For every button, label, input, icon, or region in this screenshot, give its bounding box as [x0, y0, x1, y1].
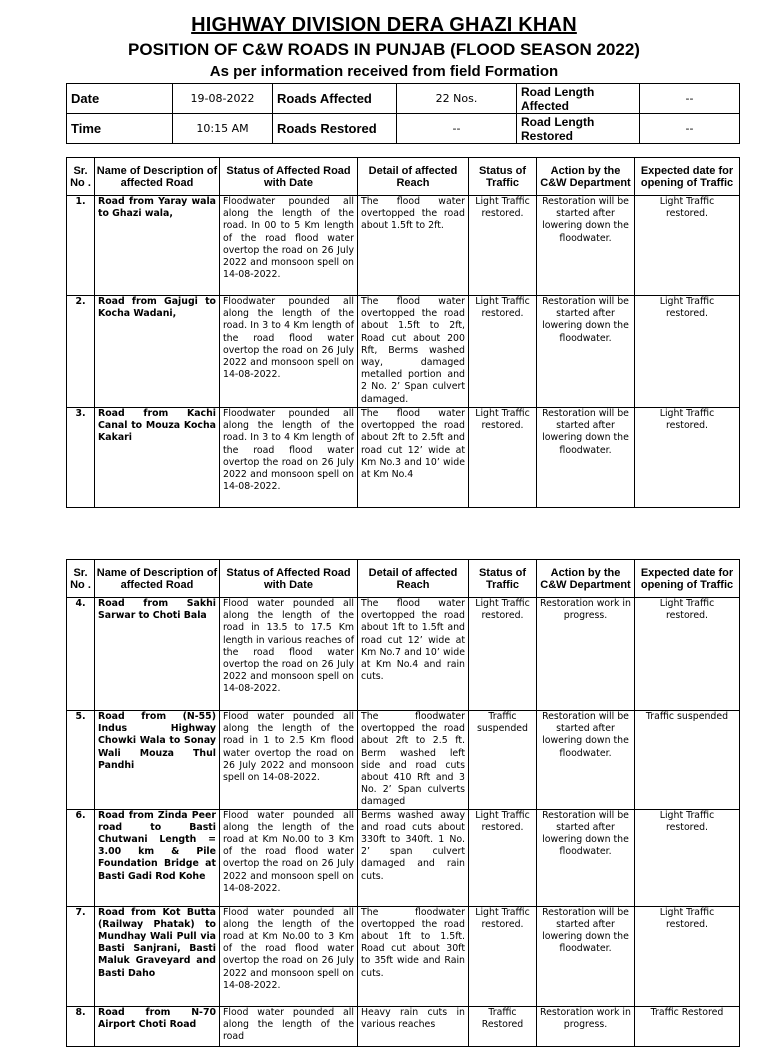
row-cw-action: Restoration will be started after lowering down the floodwater. — [537, 711, 635, 810]
row-road-name: Road from Gajugi to Kocha Wadani, — [95, 296, 220, 408]
row-sr: 8. — [67, 1006, 95, 1046]
row-cw-action: Restoration will be started after lowering down the floodwater. — [537, 296, 635, 408]
roads-restored-label: Roads Restored — [273, 114, 397, 144]
row-cw-action: Restoration work in progress. — [537, 1006, 635, 1046]
row-cw-action: Restoration will be started after lowering down the floodwater. — [537, 906, 635, 1006]
col-traffic-header: Status of Traffic — [469, 560, 537, 598]
row-reach-detail: The flood water overtopped the road about 1ft to 1.5ft and road cut 12’ wide at Km No.7 and 10’ wide at Km No.4 and rain cuts. — [358, 598, 469, 711]
table-row — [67, 598, 740, 711]
row-road-name: Road from Kachi Canal to Mouza Kocha Kakari — [95, 408, 220, 508]
row-cw-action: Restoration will be started after lowering down the floodwater. — [537, 408, 635, 508]
col-detail-header: Detail of affected Reach — [358, 158, 469, 196]
col-date-header: Expected date for opening of Traffic — [635, 158, 740, 196]
table-row — [67, 711, 740, 810]
table-row — [67, 1006, 740, 1046]
row-road-name: Road from Kot Butta (Railway Phatak) to Mundhay Wali Pull via Basti Sanjrani, Basti Maluk Graveyard and Basti Daho — [95, 906, 220, 1006]
roads-affected-label: Roads Affected — [273, 84, 397, 114]
row-road-status: Flood water pounded all along the length of the road in 1 to 2.5 Km flood water overtop the road on 26 July 2022 and monsoon spell on 14-08-2022. — [220, 711, 358, 810]
row-road-status: Floodwater pounded all along the length of the road. In 3 to 4 Km length of the road flood water overtop the road on 26 July 2022 and monsoon spell on 14-08-2022. — [220, 408, 358, 508]
row-expected-date: Light Traffic restored. — [635, 809, 740, 906]
row-expected-date: Light Traffic restored. — [635, 296, 740, 408]
col-name-header: Name of Description of affected Road — [95, 158, 220, 196]
row-road-status: Flood water pounded all along the length of the road — [220, 1006, 358, 1046]
road-length-affected-label: Road Length Affected — [517, 84, 640, 114]
row-traffic-status: Light Traffic restored. — [469, 598, 537, 711]
row-reach-detail: The flood water overtopped the road about 2ft to 2.5ft and road cut 12’ wide at Km No.3 and 10’ wide at Km No.4 — [358, 408, 469, 508]
row-traffic-status: Traffic suspended — [469, 711, 537, 810]
road-length-restored-label: Road Length Restored — [517, 114, 640, 144]
row-road-name: Road from Zinda Peer road to Basti Chutwani Length = 3.00 km & Pile Foundation Bridge at Basti Gadi Rod Kohe — [95, 809, 220, 906]
col-action-header: Action by the C&W Department — [537, 158, 635, 196]
row-road-status: Flood water pounded all along the length of the road at Km No.00 to 3 Km of the road flood water overtop the road on 26 July 2022 and monsoon spell on 14-08-2022. — [220, 809, 358, 906]
row-road-status: Floodwater pounded all along the length of the road. In 3 to 4 Km length of the road flood water overtop the road on 26 July 2022 and monsoon spell on 14-08-2022. — [220, 296, 358, 408]
summary-table — [66, 83, 740, 144]
summary-row-time — [67, 114, 740, 144]
row-road-name: Road from Sakhi Sarwar to Choti Bala — [95, 598, 220, 711]
row-sr: 4. — [67, 598, 95, 711]
col-date-header: Expected date for opening of Traffic — [635, 560, 740, 598]
col-sr-header: Sr. No . — [67, 158, 95, 196]
roads-restored-value: -- — [397, 114, 517, 144]
time-label: Time — [67, 114, 173, 144]
row-road-status: Floodwater pounded all along the length of the road. In 00 to 5 Km length of the road flood water overtop the road on 26 July 2022 and monsoon spell on 14-08-2022. — [220, 196, 358, 296]
row-traffic-status: Light Traffic restored. — [469, 809, 537, 906]
row-traffic-status: Light Traffic restored. — [469, 906, 537, 1006]
header-row — [67, 158, 740, 196]
row-sr: 6. — [67, 809, 95, 906]
col-detail-header: Detail of affected Reach — [358, 560, 469, 598]
row-cw-action: Restoration will be started after lowering down the floodwater. — [537, 809, 635, 906]
roads-affected-value: 22 Nos. — [397, 84, 517, 114]
table-row — [67, 196, 740, 296]
row-sr: 7. — [67, 906, 95, 1006]
row-reach-detail: The flood water overtopped the road about 1.5ft to 2ft. — [358, 196, 469, 296]
table-row — [67, 408, 740, 508]
table-row — [67, 296, 740, 408]
col-status-header: Status of Affected Road with Date — [220, 158, 358, 196]
row-traffic-status: Light Traffic restored. — [469, 408, 537, 508]
col-action-header: Action by the C&W Department — [537, 560, 635, 598]
row-road-name: Road from (N-55) Indus Highway Chowki Wala to Sonay Wali Mouza Thul Pandhi — [95, 711, 220, 810]
row-sr: 1. — [67, 196, 95, 296]
row-expected-date: Light Traffic restored. — [635, 196, 740, 296]
row-road-name: Road from N-70 Airport Choti Road — [95, 1006, 220, 1046]
row-expected-date: Light Traffic restored. — [635, 906, 740, 1006]
row-cw-action: Restoration work in progress. — [537, 598, 635, 711]
row-reach-detail: Berms washed away and road cuts about 330ft to 340ft. 1 No. 2’ span culvert damaged and rain cuts. — [358, 809, 469, 906]
report-subtitle: POSITION OF C&W ROADS IN PUNJAB (FLOOD SEASON 2022) — [128, 40, 640, 59]
row-sr: 2. — [67, 296, 95, 408]
row-sr: 5. — [67, 711, 95, 810]
row-road-status: Flood water pounded all along the length of the road in 13.5 to 17.5 Km length in various reaches of the road flood water overtop the road on 26 July 2022 and monsoon spell on 14-08-2022. — [220, 598, 358, 711]
col-status-header: Status of Affected Road with Date — [220, 560, 358, 598]
row-cw-action: Restoration will be started after lowering down the floodwater. — [537, 196, 635, 296]
affected-roads-table-1 — [66, 157, 740, 508]
summary-row-date — [67, 84, 740, 114]
road-length-restored-value: -- — [640, 114, 740, 144]
row-reach-detail: The floodwater overtopped the road about 2ft to 2.5 ft. Berm washed left side and road cuts about 410 Rft and 3 No. 2’ Span culverts damaged — [358, 711, 469, 810]
row-expected-date: Light Traffic restored. — [635, 598, 740, 711]
table-row — [67, 809, 740, 906]
row-reach-detail: The flood water overtopped the road about 1.5ft to 2ft, Road cut about 200 Rft, Berms washed way, damaged metalled portion and 2 No. 2’ Span culvert damaged. — [358, 296, 469, 408]
division-title: HIGHWAY DIVISION DERA GHAZI KHAN — [191, 14, 577, 36]
row-road-name: Road from Yaray wala to Ghazi wala, — [95, 196, 220, 296]
road-length-affected-value: -- — [640, 84, 740, 114]
row-expected-date: Traffic Restored — [635, 1006, 740, 1046]
source-note: As per information received from field Formation — [209, 63, 559, 80]
row-traffic-status: Light Traffic restored. — [469, 296, 537, 408]
col-sr-header: Sr. No . — [67, 560, 95, 598]
col-name-header: Name of Description of affected Road — [95, 560, 220, 598]
header-row — [67, 560, 740, 598]
row-traffic-status: Traffic Restored — [469, 1006, 537, 1046]
row-expected-date: Traffic suspended — [635, 711, 740, 810]
col-traffic-header: Status of Traffic — [469, 158, 537, 196]
row-traffic-status: Light Traffic restored. — [469, 196, 537, 296]
time-value: 10:15 AM — [173, 114, 273, 144]
row-reach-detail: Heavy rain cuts in various reaches — [358, 1006, 469, 1046]
row-expected-date: Light Traffic restored. — [635, 408, 740, 508]
table-row — [67, 906, 740, 1006]
date-label: Date — [67, 84, 173, 114]
date-value: 19-08-2022 — [173, 84, 273, 114]
row-sr: 3. — [67, 408, 95, 508]
row-road-status: Flood water pounded all along the length of the road at Km No.00 to 3 Km of the road flood water overtop the road on 26 July 2022 and monsoon spell on 14-08-2022. — [220, 906, 358, 1006]
row-reach-detail: The floodwater overtopped the road about 1ft to 1.5ft. Road cut about 30ft to 35ft wide and Rain cuts. — [358, 906, 469, 1006]
affected-roads-table-2 — [66, 559, 740, 1047]
